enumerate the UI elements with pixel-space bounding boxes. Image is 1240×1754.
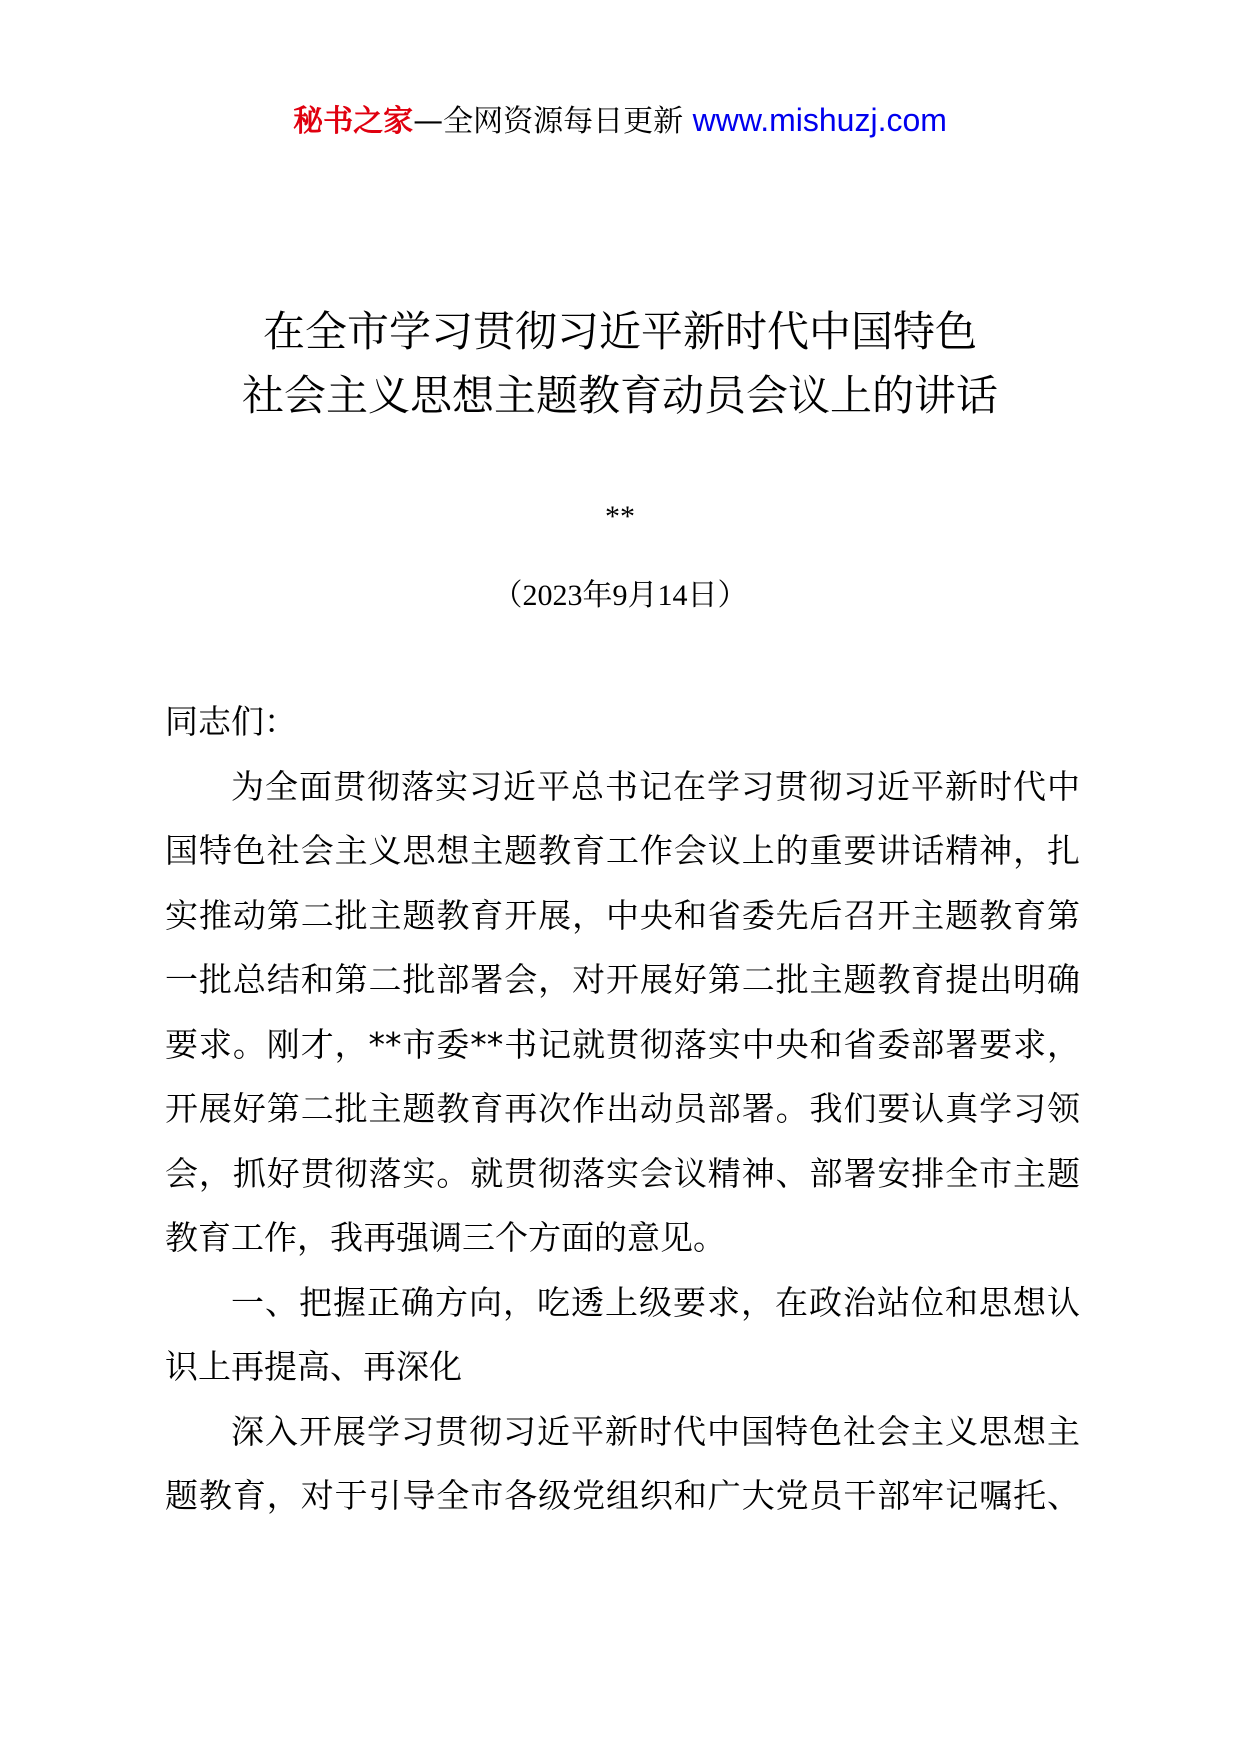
paragraph-line: 一批总结和第二批部署会，对开展好第二批主题教育提出明确 [165, 960, 1080, 999]
watermark-header [0, 100, 1240, 142]
paragraph-1 [165, 755, 1080, 820]
paragraph-2-cont [165, 1464, 1080, 1529]
paragraph-line: 教育工作，我再强调三个方面的意见。 [165, 1218, 726, 1257]
paragraph-line: 题教育，对于引导全市各级党组织和广大党员干部牢记嘱托、 [165, 1476, 1080, 1515]
author: ** [605, 500, 635, 533]
section-heading-1-cont [165, 1335, 1080, 1400]
date-line: （2023年9月14日） [492, 579, 748, 612]
heading-line: 一、把握正确方向，吃透上级要求，在政治站位和思想认 [231, 1282, 1080, 1322]
paragraph-line: 为全面贯彻落实习近平总书记在学习贯彻习近平新时代中 [231, 766, 1080, 806]
document-title [0, 300, 1240, 428]
paragraph-line: 开展好第二批主题教育再次作出动员部署。我们要认真学习领 [165, 1089, 1080, 1128]
paragraph-line: 要求。刚才，**市委**书记就贯彻落实中央和省委部署要求， [165, 1024, 1080, 1064]
site-url-link[interactable]: www.mishuzj.com [692, 102, 947, 138]
paragraph-1-cont [165, 819, 1080, 1271]
section-heading-1 [165, 1271, 1080, 1336]
paragraph-line: 会，抓好贯彻落实。就贯彻落实会议精神、部署安排全市主题 [165, 1153, 1080, 1193]
paragraph-line: 国特色社会主义思想主题教育工作会议上的重要讲话精神，扎 [165, 831, 1080, 870]
brand-name: 秘书之家 [293, 104, 414, 139]
paragraph-line: 实推动第二批主题教育开展，中央和省委先后召开主题教育第 [165, 895, 1080, 935]
title-line-2: 社会主义思想主题教育动员会议上的讲话 [241, 371, 998, 420]
salutation: 同志们： [165, 702, 297, 741]
paragraph-line: 深入开展学习贯彻习近平新时代中国特色社会主义思想主 [231, 1411, 1080, 1451]
heading-line: 识上再提高、再深化 [165, 1347, 462, 1386]
document-body [165, 690, 1080, 1529]
title-line-1: 在全市学习贯彻习近平新时代中国特色 [262, 307, 977, 356]
header-tagline: —全网资源每日更新 [413, 104, 693, 139]
paragraph-2 [165, 1400, 1080, 1465]
